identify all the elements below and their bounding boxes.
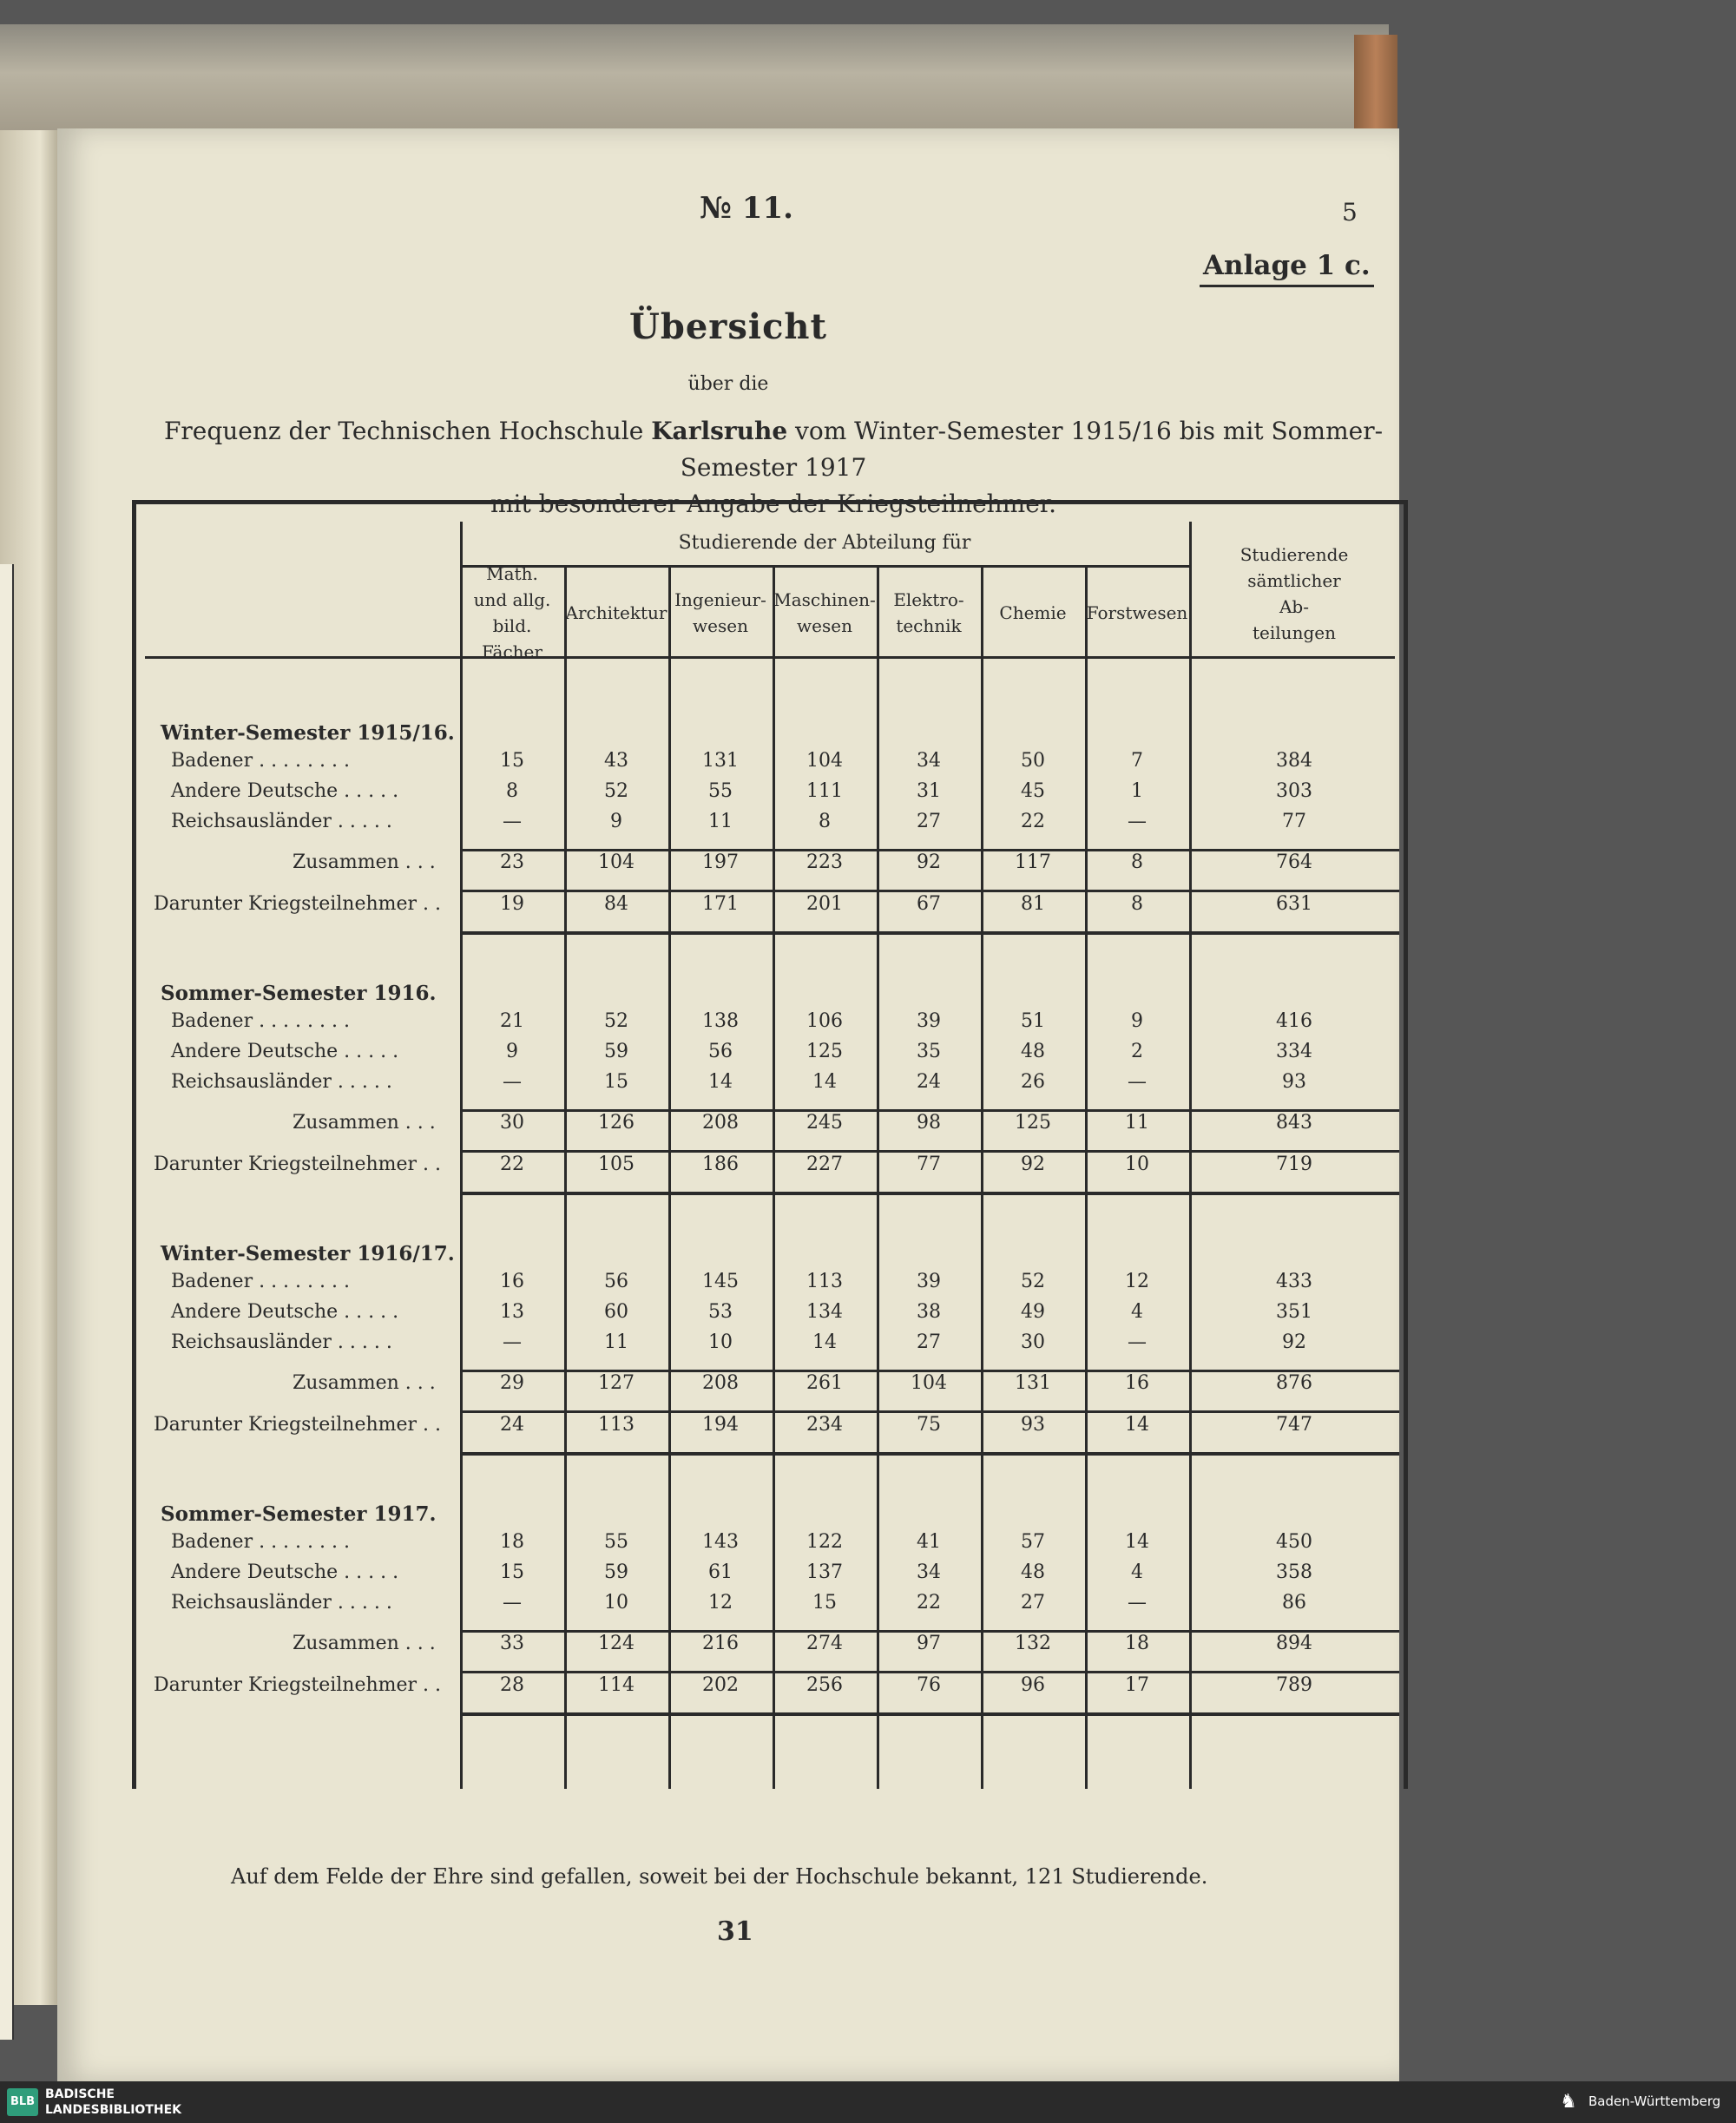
row-label: Darunter Kriegsteilnehmer . .: [154, 1414, 442, 1436]
row-rule: [460, 931, 1399, 935]
table-cell: 127: [598, 1372, 635, 1394]
table-cell: 97: [917, 1633, 941, 1654]
table-cell: 35: [917, 1041, 941, 1062]
table-cell: 9: [610, 811, 622, 832]
table-cell: —: [1128, 1331, 1147, 1353]
table-cell: 131: [1015, 1372, 1051, 1394]
table-cell: 10: [708, 1331, 733, 1353]
column-header: [668, 569, 773, 656]
row-rule: [460, 1671, 1399, 1673]
table-cell: 145: [702, 1271, 739, 1292]
table-cell: 60: [604, 1301, 628, 1323]
table-cell: 67: [917, 893, 941, 915]
column-header-line: Chemie: [999, 602, 1067, 623]
column-header-line: Ingenieur-: [674, 589, 766, 610]
table-cell: 15: [500, 1561, 524, 1583]
table-cell: 23: [500, 851, 524, 873]
column-header-line: wesen: [693, 615, 748, 636]
table-cell: 93: [1282, 1071, 1306, 1093]
table-cell: 48: [1021, 1561, 1045, 1583]
table-cell: 27: [1021, 1592, 1045, 1614]
table-cell: 125: [806, 1041, 843, 1062]
table-cell: 15: [604, 1071, 628, 1093]
table-cell: 22: [1021, 811, 1045, 832]
column-header: [1085, 569, 1189, 656]
table-cell: —: [1128, 811, 1147, 832]
column-header: [773, 569, 877, 656]
table-cell: —: [503, 1592, 522, 1614]
library-name: [45, 2087, 181, 2118]
row-label: Darunter Kriegsteilnehmer . .: [154, 1154, 442, 1175]
table-cell: 24: [500, 1414, 524, 1436]
table-cell: 19: [500, 893, 524, 915]
row-label: Badener . . . . . . . .: [171, 1531, 350, 1553]
table-cell: 789: [1276, 1674, 1312, 1696]
group-header: Studierende der Abteilung für: [678, 532, 971, 554]
table-cell: 131: [702, 750, 739, 772]
table-cell: 86: [1282, 1592, 1306, 1614]
row-label: Badener . . . . . . . .: [171, 1271, 350, 1292]
row-label: Zusammen . . .: [293, 1112, 436, 1134]
column-header-line: Studierende: [1240, 543, 1349, 565]
state-name: Baden-Württemberg: [1588, 2093, 1721, 2109]
row-label: Badener . . . . . . . .: [171, 1010, 350, 1032]
table-cell: 234: [806, 1414, 843, 1436]
row-label: Zusammen . . .: [293, 1372, 436, 1394]
table-cell: 57: [1021, 1531, 1045, 1553]
statistics-table: [132, 500, 1408, 1789]
table-cell: 104: [911, 1372, 947, 1394]
table-cell: 24: [917, 1071, 941, 1093]
table-cell: 27: [917, 811, 941, 832]
table-cell: 53: [708, 1301, 733, 1323]
folio-number: 31: [717, 1916, 753, 1947]
table-cell: 14: [812, 1071, 837, 1093]
table-cell: 11: [604, 1331, 628, 1353]
table-cell: 358: [1276, 1561, 1312, 1583]
issue-number: № 11.: [700, 191, 793, 226]
table-cell: 104: [806, 750, 843, 772]
section-title: Winter-Semester 1915/16.: [161, 721, 455, 745]
table-cell: 631: [1276, 893, 1312, 915]
table-cell: 416: [1276, 1010, 1312, 1032]
table-cell: 77: [917, 1154, 941, 1175]
blb-logo-icon: BLB: [7, 2088, 38, 2116]
desc-city: Karlsruhe: [651, 417, 788, 445]
table-cell: 59: [604, 1561, 628, 1583]
table-cell: 77: [1282, 811, 1306, 832]
table-cell: 21: [500, 1010, 524, 1032]
table-cell: 34: [917, 1561, 941, 1583]
table-cell: 334: [1276, 1041, 1312, 1062]
column-header-line: und allg.: [473, 589, 551, 610]
column-rule: [1189, 522, 1192, 1789]
table-cell: 764: [1276, 851, 1312, 873]
header-rule: [145, 656, 1395, 659]
section-title: Sommer-Semester 1916.: [161, 982, 437, 1005]
table-cell: 126: [598, 1112, 635, 1134]
table-cell: 98: [917, 1112, 941, 1134]
table-cell: —: [503, 1071, 522, 1093]
table-cell: 10: [604, 1592, 628, 1614]
table-cell: 75: [917, 1414, 941, 1436]
table-cell: 14: [1125, 1414, 1149, 1436]
column-header: [564, 569, 668, 656]
table-cell: 16: [1125, 1372, 1149, 1394]
table-cell: 132: [1015, 1633, 1051, 1654]
row-rule: [460, 890, 1399, 892]
table-cell: 93: [1021, 1414, 1045, 1436]
column-header-line: Ab-: [1279, 595, 1309, 617]
column-header-line: Maschinen-: [773, 589, 876, 610]
table-cell: 113: [806, 1271, 843, 1292]
table-cell: 202: [702, 1674, 739, 1696]
column-header-line: sämtlicher: [1247, 569, 1341, 591]
page-title: Übersicht: [628, 306, 827, 347]
table-cell: 450: [1276, 1531, 1312, 1553]
table-cell: 876: [1276, 1372, 1312, 1394]
table-cell: 8: [506, 780, 518, 802]
table-cell: 104: [598, 851, 635, 873]
table-cell: 52: [604, 1010, 628, 1032]
table-cell: 28: [500, 1674, 524, 1696]
table-cell: 245: [806, 1112, 843, 1134]
table-cell: 56: [604, 1271, 628, 1292]
table-cell: 223: [806, 851, 843, 873]
library-name-line1: BADISCHE: [45, 2087, 115, 2101]
row-label: Andere Deutsche . . . . .: [171, 1041, 399, 1062]
column-header-line: Architektur: [565, 602, 667, 623]
table-cell: 4: [1131, 1561, 1143, 1583]
table-cell: 197: [702, 851, 739, 873]
facing-page: [0, 130, 57, 2005]
table-cell: 11: [708, 811, 733, 832]
table-cell: 55: [604, 1531, 628, 1553]
column-header: [981, 569, 1085, 656]
table-cell: 351: [1276, 1301, 1312, 1323]
table-cell: 274: [806, 1633, 843, 1654]
row-label: Andere Deutsche . . . . .: [171, 780, 399, 802]
table-cell: —: [503, 1331, 522, 1353]
table-cell: 106: [806, 1010, 843, 1032]
desc-pre: Frequenz der Technischen Hochschule: [163, 417, 644, 445]
column-header-line: wesen: [797, 615, 852, 636]
row-label: Zusammen . . .: [293, 1633, 436, 1654]
table-cell: 216: [702, 1633, 739, 1654]
table-cell: 747: [1276, 1414, 1312, 1436]
table-cell: 52: [604, 780, 628, 802]
table-cell: 113: [598, 1414, 635, 1436]
table-cell: 56: [708, 1041, 733, 1062]
table-cell: 81: [1021, 893, 1045, 915]
table-cell: 143: [702, 1531, 739, 1553]
table-cell: 8: [1131, 893, 1143, 915]
table-cell: 8: [1131, 851, 1143, 873]
row-rule: [460, 1192, 1399, 1195]
row-rule: [460, 1712, 1399, 1716]
column-header-line: technik: [896, 615, 962, 636]
column-header: [460, 563, 564, 662]
table-cell: 18: [500, 1531, 524, 1553]
table-cell: 1: [1131, 780, 1143, 802]
annex-label: Anlage 1 c.: [1200, 250, 1374, 287]
row-rule: [460, 1150, 1399, 1153]
table-cell: 208: [702, 1112, 739, 1134]
table-cell: 30: [500, 1112, 524, 1134]
table-cell: 48: [1021, 1041, 1045, 1062]
table-cell: 59: [604, 1041, 628, 1062]
row-label: Reichsausländer . . . . .: [171, 1331, 392, 1353]
row-label: Darunter Kriegsteilnehmer . .: [154, 1674, 442, 1696]
group-header-rule: [460, 565, 1189, 568]
table-cell: 39: [917, 1271, 941, 1292]
viewer-footer-bar: [0, 2081, 1736, 2123]
table-cell: 201: [806, 893, 843, 915]
table-cell: 114: [598, 1674, 635, 1696]
table-cell: 111: [806, 780, 843, 802]
table-cell: —: [503, 811, 522, 832]
table-cell: 30: [1021, 1331, 1045, 1353]
table-cell: 92: [1282, 1331, 1306, 1353]
footnote: Auf dem Felde der Ehre sind gefallen, soweit bei der Hochschule bekannt, 121 Studierende.: [231, 1864, 1208, 1889]
table-cell: 261: [806, 1372, 843, 1394]
table-cell: 105: [598, 1154, 635, 1175]
table-cell: 186: [702, 1154, 739, 1175]
column-header-line: Forstwesen: [1086, 602, 1188, 623]
table-cell: 11: [1125, 1112, 1149, 1134]
section-title: Winter-Semester 1916/17.: [161, 1242, 455, 1265]
table-cell: 51: [1021, 1010, 1045, 1032]
table-cell: 17: [1125, 1674, 1149, 1696]
table-cell: 45: [1021, 780, 1045, 802]
section-title: Sommer-Semester 1917.: [161, 1502, 437, 1526]
page-number: 5: [1342, 198, 1358, 227]
table-cell: 894: [1276, 1633, 1312, 1654]
desc-line2: mit besonderer Angabe der Kriegsteilnehmer.: [490, 490, 1056, 518]
table-cell: 256: [806, 1674, 843, 1696]
table-cell: 208: [702, 1372, 739, 1394]
table-cell: 12: [708, 1592, 733, 1614]
table-cell: 27: [917, 1331, 941, 1353]
table-cell: 92: [917, 851, 941, 873]
column-header-line: bild. Fächer: [482, 615, 542, 662]
table-cell: 384: [1276, 750, 1312, 772]
table-cell: 26: [1021, 1071, 1045, 1093]
state-crest-icon: ♞: [1560, 2091, 1577, 2113]
table-cell: 117: [1015, 851, 1051, 873]
table-cell: 125: [1015, 1112, 1051, 1134]
row-label: Reichsausländer . . . . .: [171, 811, 392, 832]
column-header-line: teilungen: [1253, 621, 1336, 643]
table-cell: 2: [1131, 1041, 1143, 1062]
table-cell: 15: [500, 750, 524, 772]
table-cell: 18: [1125, 1633, 1149, 1654]
table-cell: 52: [1021, 1271, 1045, 1292]
table-cell: 14: [708, 1071, 733, 1093]
column-header: [877, 569, 981, 656]
table-cell: 39: [917, 1010, 941, 1032]
table-cell: 137: [806, 1561, 843, 1583]
table-cell: 10: [1125, 1154, 1149, 1175]
row-label: Zusammen . . .: [293, 851, 436, 873]
table-cell: 9: [1131, 1010, 1143, 1032]
table-cell: —: [1128, 1071, 1147, 1093]
table-cell: 50: [1021, 750, 1045, 772]
subtitle: über die: [687, 373, 769, 395]
table-cell: 843: [1276, 1112, 1312, 1134]
table-cell: 43: [604, 750, 628, 772]
table-cell: 84: [604, 893, 628, 915]
row-label: Reichsausländer . . . . .: [171, 1592, 392, 1614]
row-label: Andere Deutsche . . . . .: [171, 1561, 399, 1583]
row-rule: [460, 1452, 1399, 1456]
table-cell: 138: [702, 1010, 739, 1032]
row-rule: [460, 1410, 1399, 1413]
table-cell: 22: [917, 1592, 941, 1614]
library-name-line2: LANDESBIBLIOTHEK: [45, 2103, 182, 2117]
table-cell: 92: [1021, 1154, 1045, 1175]
row-label: Andere Deutsche . . . . .: [171, 1301, 399, 1323]
table-cell: 13: [500, 1301, 524, 1323]
desc-post: vom Winter-Semester 1915/16 bis mit Sommer-Semester 1917: [680, 417, 1384, 482]
table-cell: —: [1128, 1592, 1147, 1614]
table-cell: 29: [500, 1372, 524, 1394]
table-cell: 4: [1131, 1301, 1143, 1323]
table-cell: 38: [917, 1301, 941, 1323]
table-cell: 124: [598, 1633, 635, 1654]
table-cell: 433: [1276, 1271, 1312, 1292]
table-cell: 9: [506, 1041, 518, 1062]
table-cell: 22: [500, 1154, 524, 1175]
table-cell: 31: [917, 780, 941, 802]
table-cell: 15: [812, 1592, 837, 1614]
table-cell: 134: [806, 1301, 843, 1323]
row-label: Darunter Kriegsteilnehmer . .: [154, 893, 442, 915]
table-cell: 96: [1021, 1674, 1045, 1696]
table-cell: 12: [1125, 1271, 1149, 1292]
table-cell: 719: [1276, 1154, 1312, 1175]
table-cell: 8: [819, 811, 831, 832]
table-cell: 55: [708, 780, 733, 802]
table-cell: 34: [917, 750, 941, 772]
table-cell: 61: [708, 1561, 733, 1583]
table-cell: 7: [1131, 750, 1143, 772]
table-cell: 227: [806, 1154, 843, 1175]
table-cell: 14: [812, 1331, 837, 1353]
table-cell: 41: [917, 1531, 941, 1553]
row-label: Reichsausländer . . . . .: [171, 1071, 392, 1093]
table-cell: 16: [500, 1271, 524, 1292]
document-page: [57, 128, 1399, 2081]
row-label: Badener . . . . . . . .: [171, 750, 350, 772]
table-cell: 171: [702, 893, 739, 915]
table-cell: 303: [1276, 780, 1312, 802]
table-cell: 194: [702, 1414, 739, 1436]
table-cell: 122: [806, 1531, 843, 1553]
table-cell: 49: [1021, 1301, 1045, 1323]
column-header: [1189, 530, 1399, 656]
table-cell: 14: [1125, 1531, 1149, 1553]
column-header-line: Math.: [486, 563, 538, 584]
column-header-line: Elektro-: [893, 589, 964, 610]
table-cell: 33: [500, 1633, 524, 1654]
table-cell: 76: [917, 1674, 941, 1696]
